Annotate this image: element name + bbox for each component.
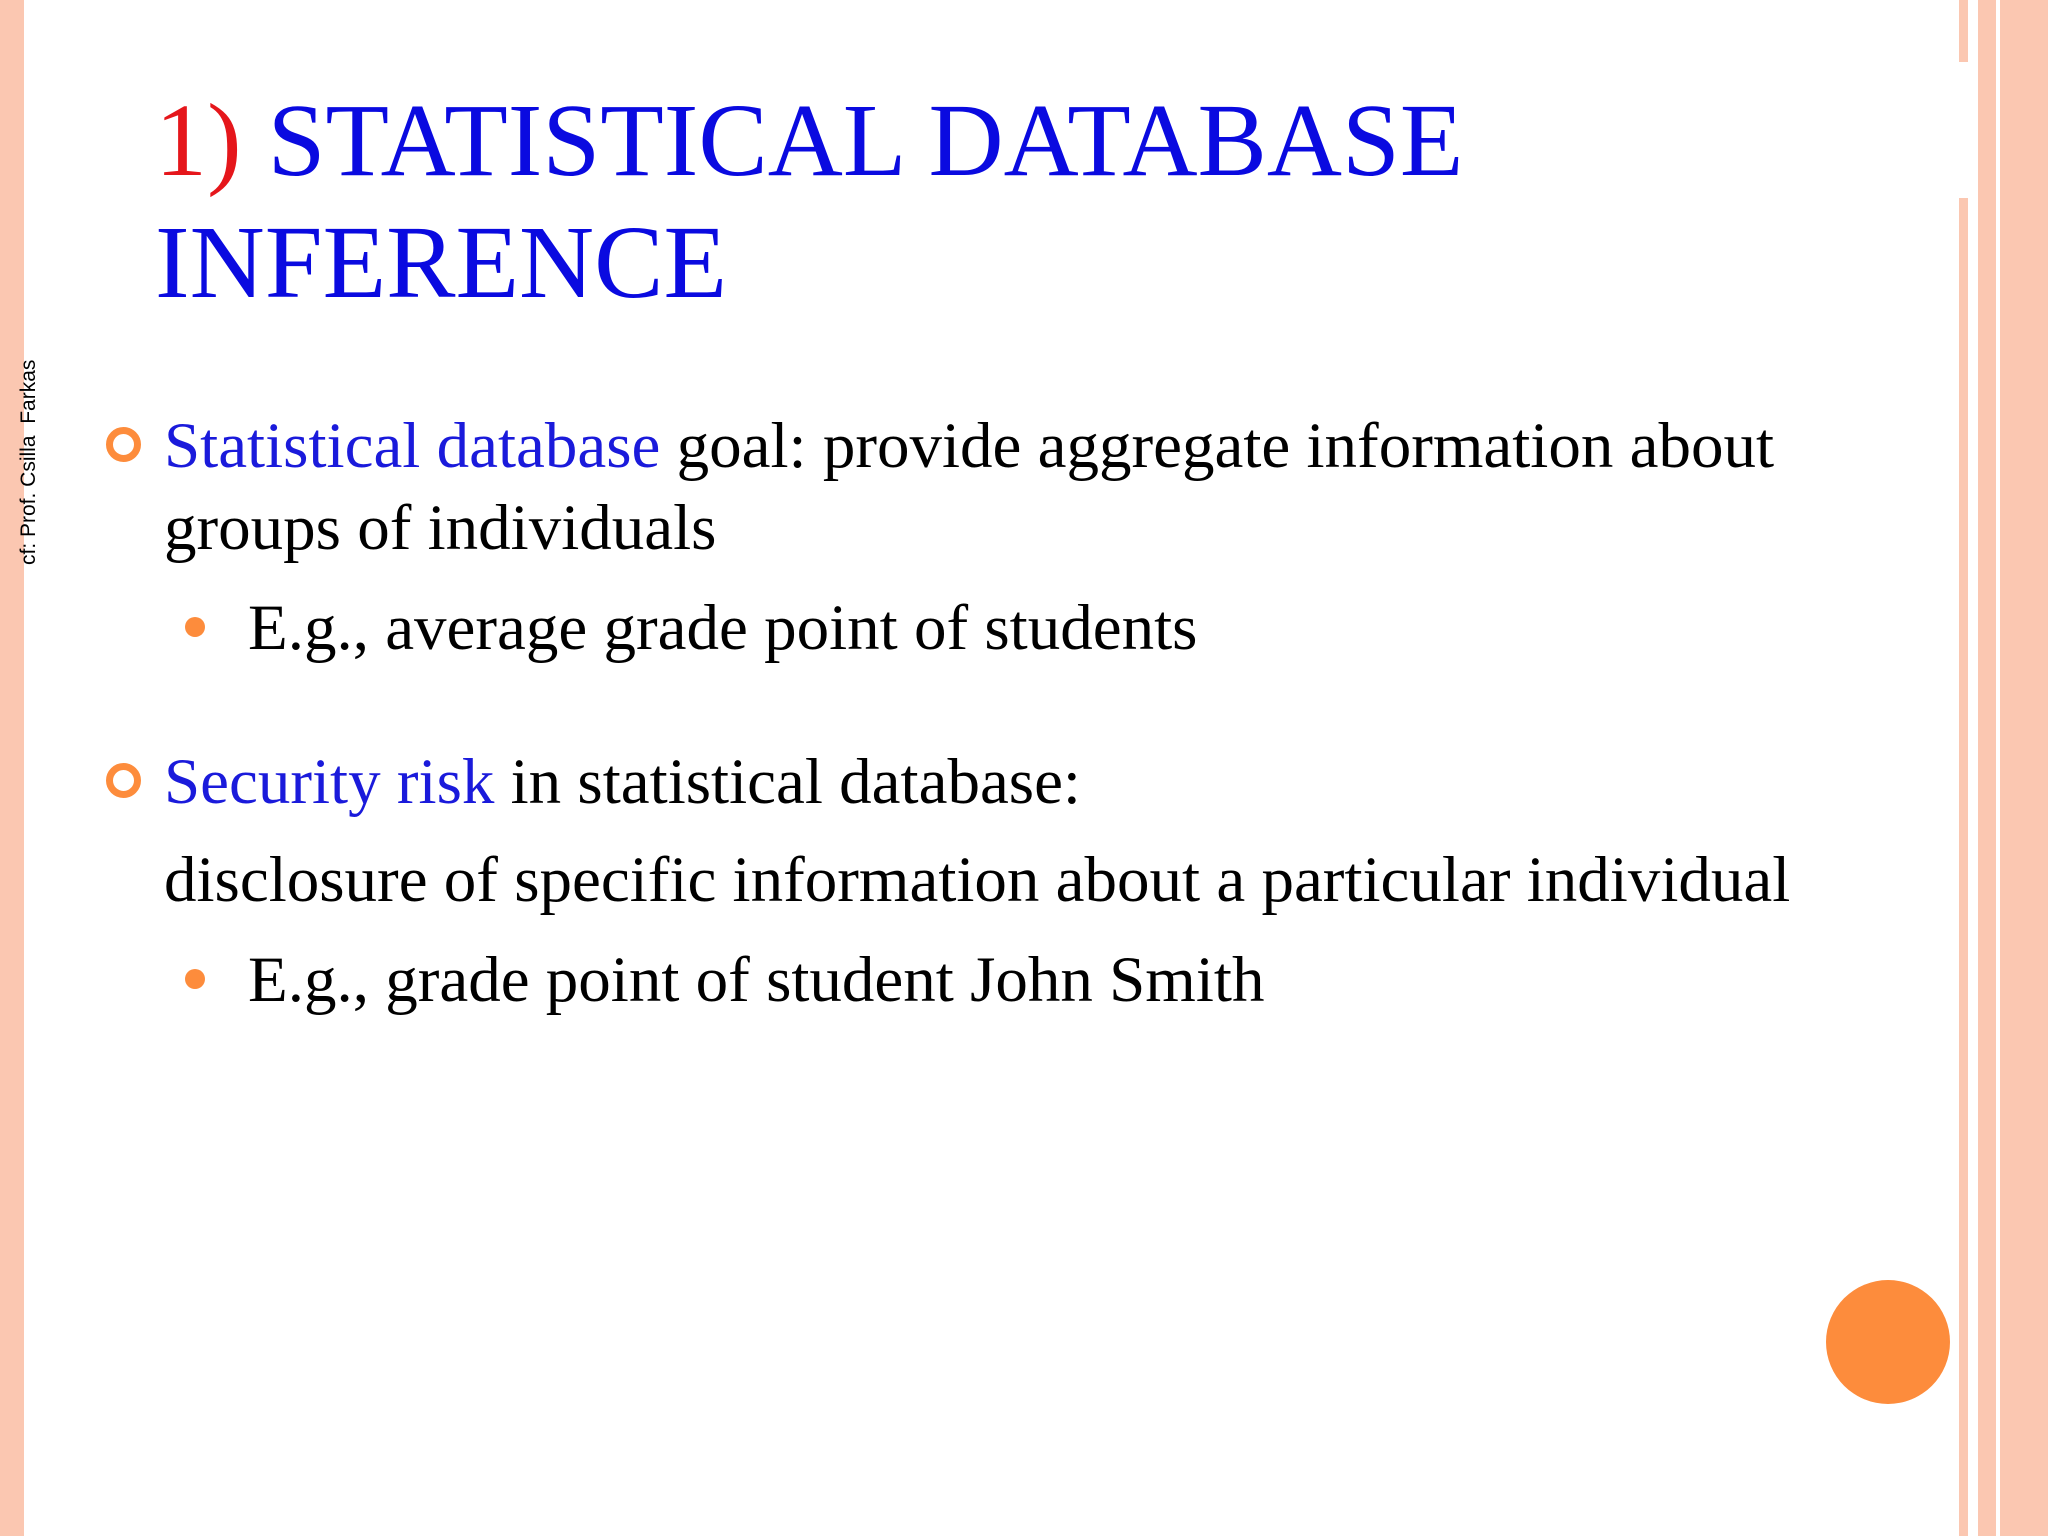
sub-bullet-text: E.g., grade point of student John Smith <box>248 944 1265 1016</box>
sub-bullet-line <box>100 939 1960 1021</box>
right-border-stripe-thin <box>1959 198 1968 1536</box>
title-number: 1) <box>155 83 242 198</box>
dot-bullet-icon <box>185 617 205 637</box>
bullet-item <box>100 405 1960 669</box>
credit-label: cf: Prof. Csilla Farkas <box>17 359 40 565</box>
bullet-text: in statistical database: <box>494 746 1081 818</box>
sub-bullet-text: E.g., average grade point of students <box>248 592 1198 664</box>
slide-content <box>100 405 1960 1021</box>
sub-bullet-line <box>100 587 1960 669</box>
bullet-text: goal: provide aggregate information about groups of individuals <box>164 410 1775 564</box>
bullet-paragraph: disclosure of specific information about a particular individual <box>164 844 1791 916</box>
bullet-highlight: Statistical database <box>164 410 661 482</box>
left-border-decoration <box>0 0 24 1536</box>
bullet-highlight: Security risk <box>164 746 495 818</box>
ring-bullet-icon <box>106 427 141 462</box>
right-border-stripe-mid <box>1978 0 1996 1536</box>
slide-title <box>155 80 1915 324</box>
bullet-line <box>100 405 1960 569</box>
bullet-item <box>100 741 1960 1021</box>
right-border-stripe-thin-top <box>1959 0 1968 62</box>
title-text: STATISTICAL DATABASE INFERENCE <box>155 83 1464 320</box>
bullet-line <box>100 741 1960 823</box>
right-border-stripe-wide <box>2000 0 2048 1536</box>
orange-circle-decoration <box>1826 1280 1950 1404</box>
ring-bullet-icon <box>106 763 141 798</box>
dot-bullet-icon <box>185 969 205 989</box>
